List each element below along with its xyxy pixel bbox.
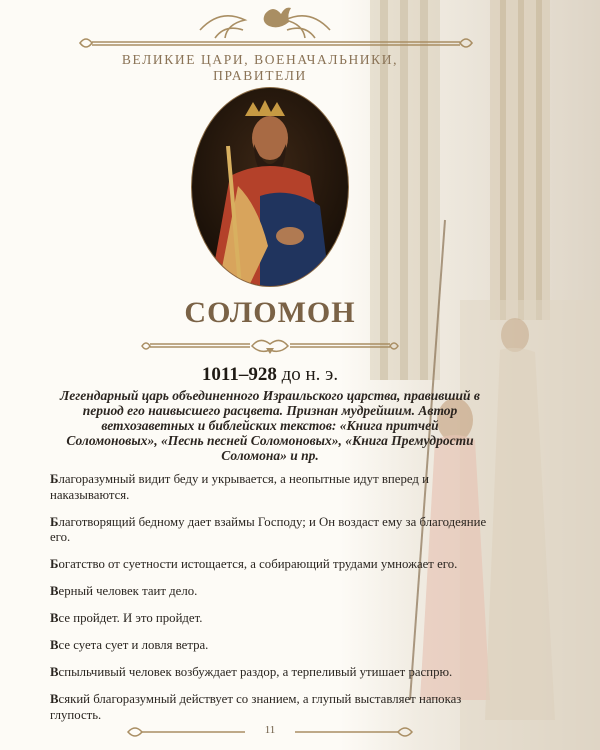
drop-letter: В <box>50 584 59 598</box>
person-name: СОЛОМОН <box>184 296 356 329</box>
drop-letter: В <box>50 611 59 625</box>
quote-text: спыльчивый человек возбуждает раздор, а терпеливый утишает распрю. <box>58 665 453 679</box>
page-number: 11 <box>264 724 276 736</box>
quote-text: се суета сует и ловля ветра. <box>58 638 209 652</box>
quote-text: лаготворящий бедному дает взаймы Господу; и Он воздаст ему за благодеяние его. <box>50 514 487 544</box>
quote-item <box>50 638 495 654</box>
quote-item <box>50 557 495 573</box>
quote-item <box>50 692 495 723</box>
phoenix-icon <box>264 8 291 28</box>
biography-lead: Легендарный царь объединенного Израильского царства, правивший в период его наивысшего расцвета. Признан мудрейшим. Автор ветхозаветных и библейских текстов: «Книга притчей Соломоновых», «Песнь песней Соломоновых», «Книга Премудрости Соломона» и пр. <box>60 388 480 463</box>
quote-text: ерный человек таит дело. <box>58 584 198 598</box>
quote-item <box>50 584 495 600</box>
quote-text: огатство от суетности истощается, а собирающий трудами умножает его. <box>58 557 458 571</box>
section-heading: ВЕЛИКИЕ ЦАРИ, ВОЕНАЧАЛЬНИКИ, ПРАВИТЕЛИ <box>121 52 399 83</box>
quote-item <box>50 665 495 681</box>
page-footer <box>120 722 420 742</box>
drop-letter: В <box>50 638 59 652</box>
drop-letter: Б <box>50 557 59 571</box>
top-ornament <box>0 0 600 60</box>
drop-letter: В <box>50 665 59 679</box>
quote-text: сякий благоразумный действует со знанием, а глупый выставляет напоказ глупость. <box>50 692 462 722</box>
quote-item <box>50 472 495 503</box>
king-portrait-icon <box>190 86 350 288</box>
ornamental-divider <box>140 336 400 356</box>
years-range: 1011–928 <box>201 364 277 385</box>
drop-letter: Б <box>50 514 59 529</box>
years-of-rule <box>80 364 460 386</box>
quote-item <box>50 515 495 546</box>
quote-text: се пройдет. И это пройдет. <box>58 611 203 625</box>
quote-text: лагоразумный видит беду и укрывается, а неопытные идут вперед и наказываются. <box>50 472 429 502</box>
drop-letter: Б <box>50 472 59 486</box>
drop-letter: В <box>50 692 59 706</box>
quotes-list <box>50 472 495 735</box>
years-suffix: до н. э. <box>281 364 339 385</box>
quote-item <box>50 611 495 627</box>
